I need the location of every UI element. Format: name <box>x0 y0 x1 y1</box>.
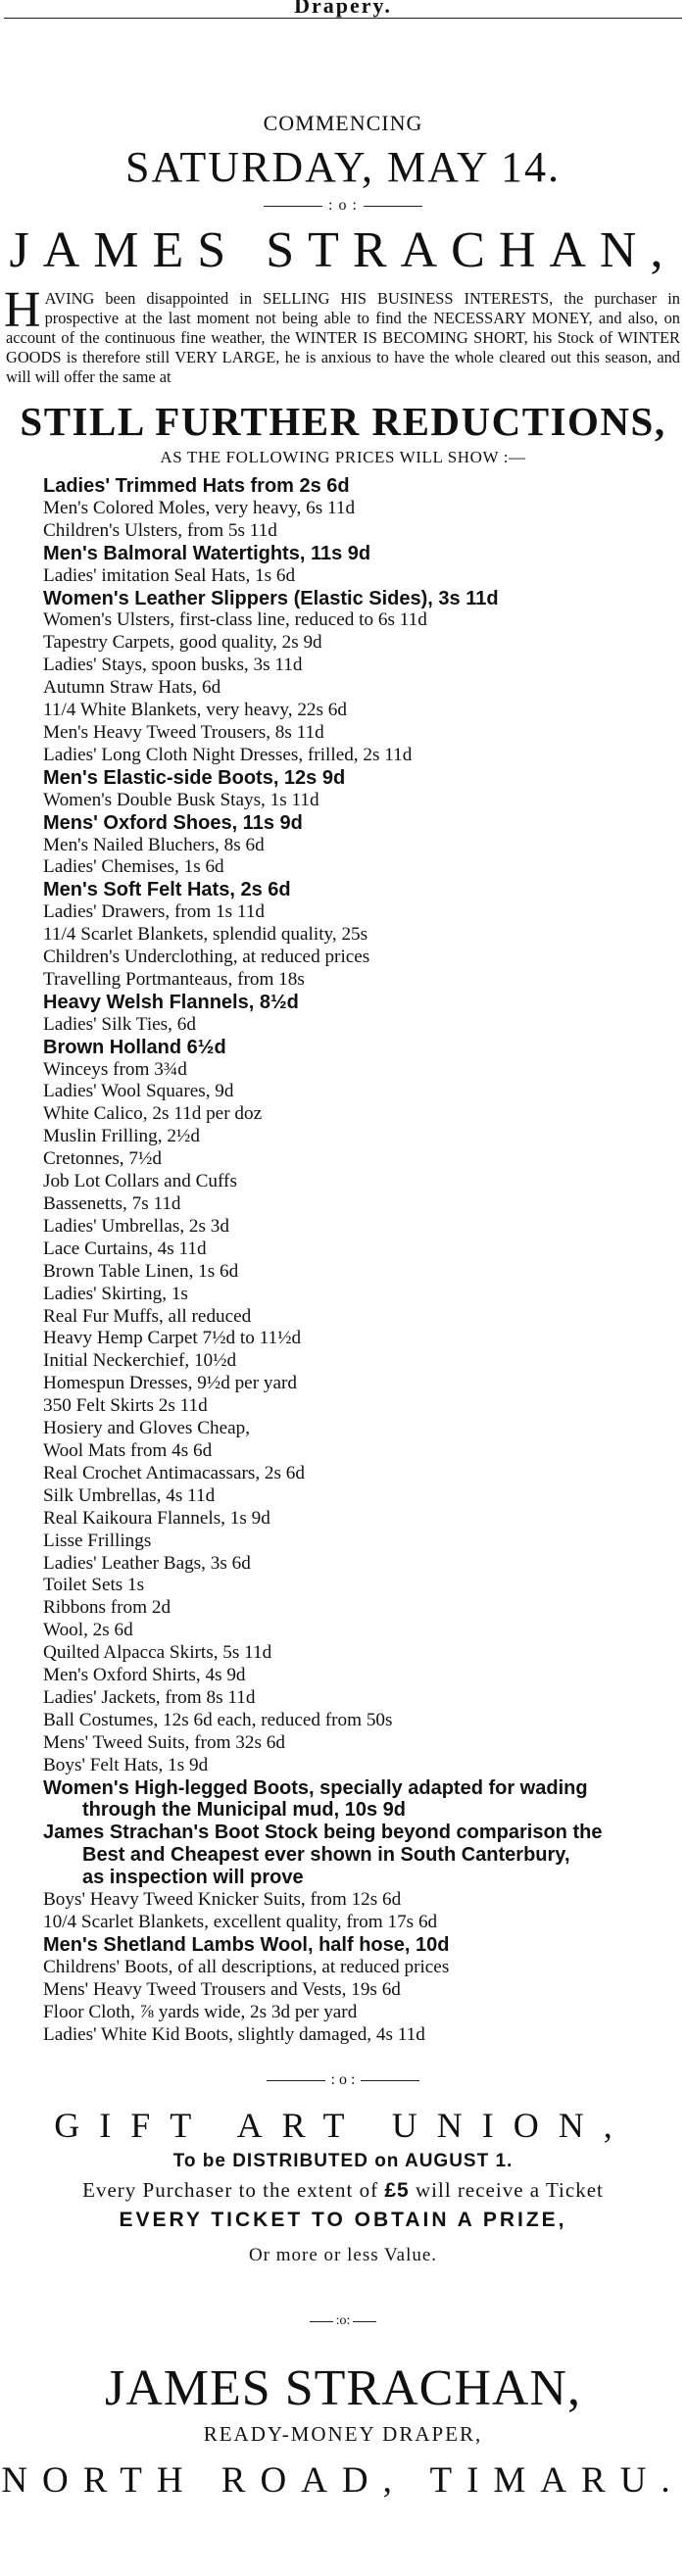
commencing-label: COMMENCING <box>263 111 423 135</box>
price-list-item <box>43 475 670 498</box>
separator-dash <box>353 2321 376 2322</box>
gift-distribution-date: To be DISTRIBUTED on AUGUST 1. <box>172 2151 514 2172</box>
price-list-item-text: 350 Felt Skirts 2s 11d <box>43 1395 208 1417</box>
price-list-item <box>43 1059 670 1082</box>
price-list-item-text: Men's Oxford Shirts, 4s 9d <box>43 1665 246 1686</box>
price-list-item <box>43 790 670 812</box>
gift-art-union-title: GIFT ART UNION, <box>54 2106 632 2146</box>
gift-separator <box>0 2069 686 2091</box>
price-list-item <box>43 1440 670 1463</box>
price-list-item <box>43 1979 670 2002</box>
price-list-item <box>43 1261 670 1284</box>
price-list-item <box>43 1284 670 1306</box>
price-list-item <box>43 1081 670 1103</box>
price-list-item <box>43 1508 670 1531</box>
price-list-item <box>43 1328 670 1350</box>
price-list-item <box>43 1777 670 1823</box>
price-list-item-text: Women's High-legged Boots, specially adapted for wading <box>43 1776 588 1799</box>
price-list-item-text: Bassenetts, 7s 11d <box>43 1193 181 1214</box>
price-list-item <box>43 1418 670 1440</box>
intro-text: AVING been disappointed in SELLING HIS BUSINESS INTERESTS, the purchaser in prospective at the last moment not being able to find the NECESSARY MONEY, and also, on account of the continuous fine weather, the WINTER IS BECOMING SHORT, his Stock of WINTER GOODS is therefore still VERY LARGE, he is anxious to have the whole cleared out this season, and will will offer the same at <box>6 289 680 386</box>
separator-dash <box>361 2080 419 2081</box>
price-list-item <box>43 1755 670 1777</box>
separator-mark: : o : <box>330 2071 356 2089</box>
price-list-item-text: Heavy Hemp Carpet 7½d to 11½d <box>43 1328 302 1349</box>
price-list-item-text: Ladies' Silk Ties, 6d <box>43 1013 196 1035</box>
merchant-name: JAMES STRACHAN, <box>9 222 677 278</box>
price-list-item-text: Women's Leather Slippers (Elastic Sides), 3s 11d <box>43 587 499 609</box>
gift-offer-amount: £5 <box>384 2179 410 2203</box>
price-list-item-text: Men's Elastic-side Boots, 12s 9d <box>43 766 346 789</box>
price-list-item-text: Ladies' Umbrellas, 2s 3d <box>43 1215 229 1237</box>
price-list-item-text: Boys' Heavy Tweed Knicker Suits, from 12s 6d <box>43 1889 402 1911</box>
price-list-item-text: Men's Colored Moles, very heavy, 6s 11d <box>43 497 356 518</box>
price-list-item-text: Ladies' Long Cloth Night Dresses, frilled, 2s 11d <box>43 744 413 765</box>
price-list-item <box>43 1934 670 1957</box>
footer-subtitle: READY-MONEY DRAPER, <box>203 2422 483 2447</box>
price-list-item <box>43 1732 670 1755</box>
ornament-separator <box>0 195 686 217</box>
price-list-item <box>43 1620 670 1642</box>
intro-paragraph <box>4 282 680 387</box>
price-list-item-text: Ladies' imitation Seal Hats, 1s 6d <box>43 564 296 586</box>
price-list-item-text: Tapestry Carpets, good quality, 2s 9d <box>43 632 322 654</box>
price-list <box>43 475 670 2046</box>
gift-purchaser-offer <box>0 2175 686 2206</box>
separator-mark: : o : <box>328 197 358 214</box>
price-list-item-text: Brown Holland 6½d <box>43 1036 226 1058</box>
price-list-item-text: Autumn Straw Hats, 6d <box>43 677 221 699</box>
price-list-item <box>43 1103 670 1126</box>
price-list-item-text: Ribbons from 2d <box>43 1597 172 1619</box>
separator-dash <box>267 2080 325 2081</box>
price-list-item-text: Homespun Dresses, 9½d per yard <box>43 1373 297 1394</box>
sale-date: SATURDAY, MAY 14. <box>125 143 561 191</box>
price-list-item <box>43 1531 670 1553</box>
price-list-item <box>43 520 670 543</box>
price-list-item <box>43 947 670 969</box>
reductions-heading: STILL FURTHER REDUCTIONS, <box>20 399 666 444</box>
price-list-item-text: Women's Double Busk Stays, 1s 11d <box>43 789 319 810</box>
price-list-item-text: Children's Ulsters, from 5s 11d <box>43 519 277 541</box>
price-list-item <box>43 722 670 745</box>
price-list-item-text: Boys' Felt Hats, 1s 9d <box>43 1754 209 1775</box>
price-list-item <box>43 1373 670 1395</box>
price-list-item-text: Travelling Portmanteaus, from 18s <box>43 968 305 990</box>
price-list-item <box>43 1014 670 1037</box>
gift-prize-line: EVERY TICKET TO OBTAIN A PRIZE, <box>119 2209 567 2232</box>
price-list-item <box>43 969 670 992</box>
footer-address: NORTH ROAD, TIMARU. <box>1 2460 685 2502</box>
price-list-item-text: Wool Mats from 4s 6d <box>43 1439 213 1461</box>
price-list-item <box>43 1193 670 1216</box>
price-list-item <box>43 588 670 610</box>
price-list-item-text: Brown Table Linen, 1s 6d <box>43 1260 239 1282</box>
price-list-item-text: Lisse Frillings <box>43 1530 152 1551</box>
price-list-item <box>43 1126 670 1148</box>
gift-offer-text-a: Every Purchaser to the extent of <box>82 2178 385 2203</box>
price-list-item <box>43 1642 670 1665</box>
price-list-item-text: Mens' Tweed Suits, from 32s 6d <box>43 1731 285 1753</box>
price-list-item <box>43 609 670 632</box>
price-list-item-text: Initial Neckerchief, 10½d <box>43 1350 237 1372</box>
section-heading: Drapery. <box>294 0 392 18</box>
price-list-item <box>43 1575 670 1597</box>
price-list-item-text: Ball Costumes, 12s 6d each, reduced from 50s <box>43 1709 393 1730</box>
price-list-item <box>43 498 670 520</box>
price-list-item <box>43 879 670 901</box>
price-list-item <box>43 745 670 767</box>
price-list-item-text: White Calico, 2s 11d per doz <box>43 1103 263 1125</box>
price-list-item <box>43 992 670 1014</box>
price-list-item-text: Winceys from 3¾d <box>43 1058 187 1080</box>
price-list-item-text: Real Fur Muffs, all reduced <box>43 1305 252 1327</box>
price-list-item-text: Job Lot Collars and Cuffs <box>43 1171 237 1192</box>
price-list-item <box>43 1710 670 1732</box>
price-list-item-text: Silk Umbrellas, 4s 11d <box>43 1484 216 1506</box>
price-list-item <box>43 1912 670 1934</box>
price-list-item-text: Women's Ulsters, first-class line, reduced to 6s 11d <box>43 609 427 631</box>
price-list-item-text: Wool, 2s 6d <box>43 1620 133 1641</box>
price-list-item <box>43 632 670 655</box>
price-list-item <box>43 1216 670 1239</box>
price-list-item-continuation: as inspection will prove <box>82 1867 304 1889</box>
separator-mark: :o: <box>335 2313 351 2329</box>
price-list-item <box>43 1822 670 1889</box>
price-list-item-text: Real Kaikoura Flannels, 1s 9d <box>43 1507 270 1529</box>
price-list-item <box>43 1306 670 1329</box>
price-list-item <box>43 856 670 879</box>
price-list-item-text: Ladies' Chemises, 1s 6d <box>43 856 224 878</box>
price-list-item-continuation: through the Municipal mud, 10s 9d <box>82 1799 407 1822</box>
price-list-item-text: Ladies' Drawers, from 1s 11d <box>43 901 266 923</box>
price-list-item-text: 11/4 Scarlet Blankets, splendid quality, 25s <box>43 924 368 946</box>
price-list-item <box>43 655 670 677</box>
price-list-item <box>43 1037 670 1059</box>
price-list-item <box>43 1463 670 1485</box>
price-list-item-text: Ladies' Leather Bags, 3s 6d <box>43 1552 251 1574</box>
price-list-item <box>43 812 670 835</box>
price-list-item <box>43 543 670 565</box>
price-list-item <box>43 1687 670 1710</box>
price-list-item-text: Heavy Welsh Flannels, 8½d <box>43 991 299 1013</box>
price-list-item-text: Real Crochet Antimacassars, 2s 6d <box>43 1462 305 1483</box>
price-list-item-text: Ladies' Stays, spoon busks, 3s 11d <box>43 655 303 676</box>
price-list-item-text: Muslin Frilling, 2½d <box>43 1126 200 1147</box>
price-list-item-text: Lace Curtains, 4s 11d <box>43 1238 207 1259</box>
price-list-item <box>43 2002 670 2024</box>
price-list-item <box>43 677 670 700</box>
separator-dash <box>264 206 322 207</box>
price-list-item-text: Childrens' Boots, of all descriptions, at reduced prices <box>43 1956 450 1977</box>
price-list-item-text: Mens' Oxford Shoes, 11s 9d <box>43 811 303 834</box>
price-list-item <box>43 1171 670 1193</box>
price-list-item-text: Hosiery and Gloves Cheap, <box>43 1418 251 1439</box>
price-list-item <box>43 1889 670 1912</box>
price-list-item <box>43 924 670 947</box>
price-list-item <box>43 1395 670 1418</box>
top-rule <box>4 18 682 19</box>
price-list-item-text: Men's Balmoral Watertights, 11s 9d <box>43 542 371 564</box>
price-list-item <box>43 700 670 722</box>
price-list-item <box>43 2024 670 2047</box>
price-list-item <box>43 1485 670 1508</box>
price-list-item <box>43 835 670 857</box>
price-list-item <box>43 1553 670 1576</box>
price-list-item <box>43 1597 670 1620</box>
price-list-item <box>43 1239 670 1261</box>
price-list-item-text: Ladies' Wool Squares, 9d <box>43 1081 234 1102</box>
price-list-item-continuation: Best and Cheapest ever shown in South Canterbury, <box>82 1844 570 1867</box>
price-list-item-text: Ladies' Trimmed Hats from 2s 6d <box>43 475 350 497</box>
price-list-item-text: Men's Shetland Lambs Wool, half hose, 10d <box>43 1933 450 1956</box>
price-list-item-text: 10/4 Scarlet Blankets, excellent quality, from 17s 6d <box>43 1912 438 1932</box>
price-list-item-text: Children's Underclothing, at reduced prices <box>43 947 370 968</box>
price-list-item-text: Ladies' White Kid Boots, slightly damaged, 4s 11d <box>43 2023 425 2045</box>
price-list-item-text: Ladies' Skirting, 1s <box>43 1283 188 1304</box>
price-list-item-text: Men's Heavy Tweed Trousers, 8s 11d <box>43 721 324 743</box>
price-list-item-text: James Strachan's Boot Stock being beyond comparison the <box>43 1822 603 1844</box>
price-list-item <box>43 1957 670 1979</box>
price-list-item <box>43 565 670 588</box>
price-list-item-text: Floor Cloth, ⅞ yards wide, 2s 3d per yard <box>43 2001 358 2022</box>
intro-dropcap: H <box>4 282 41 338</box>
price-list-item-text: Toilet Sets 1s <box>43 1575 145 1596</box>
gift-offer-text-b: will receive a Ticket <box>409 2178 604 2203</box>
gift-value-line: Or more or less Value. <box>248 2245 438 2266</box>
price-list-item-text: Cretonnes, 7½d <box>43 1148 162 1170</box>
price-list-item-text: Men's Soft Felt Hats, 2s 6d <box>43 879 291 901</box>
price-list-item <box>43 767 670 790</box>
footer-merchant-name: JAMES STRACHAN, <box>105 2360 581 2417</box>
price-list-item-text: Quilted Alpacca Skirts, 5s 11d <box>43 1642 272 1664</box>
price-list-item-text: 11/4 White Blankets, very heavy, 22s 6d <box>43 700 347 721</box>
price-list-item <box>43 1148 670 1171</box>
separator-dash <box>364 206 422 207</box>
following-prices-label: AS THE FOLLOWING PRICES WILL SHOW :— <box>160 448 526 466</box>
price-list-item <box>43 901 670 924</box>
price-list-item <box>43 1350 670 1373</box>
price-list-item-text: Ladies' Jackets, from 8s 11d <box>43 1686 256 1708</box>
price-list-item <box>43 1665 670 1687</box>
price-list-item-text: Mens' Heavy Tweed Trousers and Vests, 19s 6d <box>43 1978 401 2000</box>
footer-separator <box>0 2311 686 2331</box>
separator-dash <box>310 2321 333 2322</box>
price-list-item-text: Men's Nailed Bluchers, 8s 6d <box>43 834 265 855</box>
